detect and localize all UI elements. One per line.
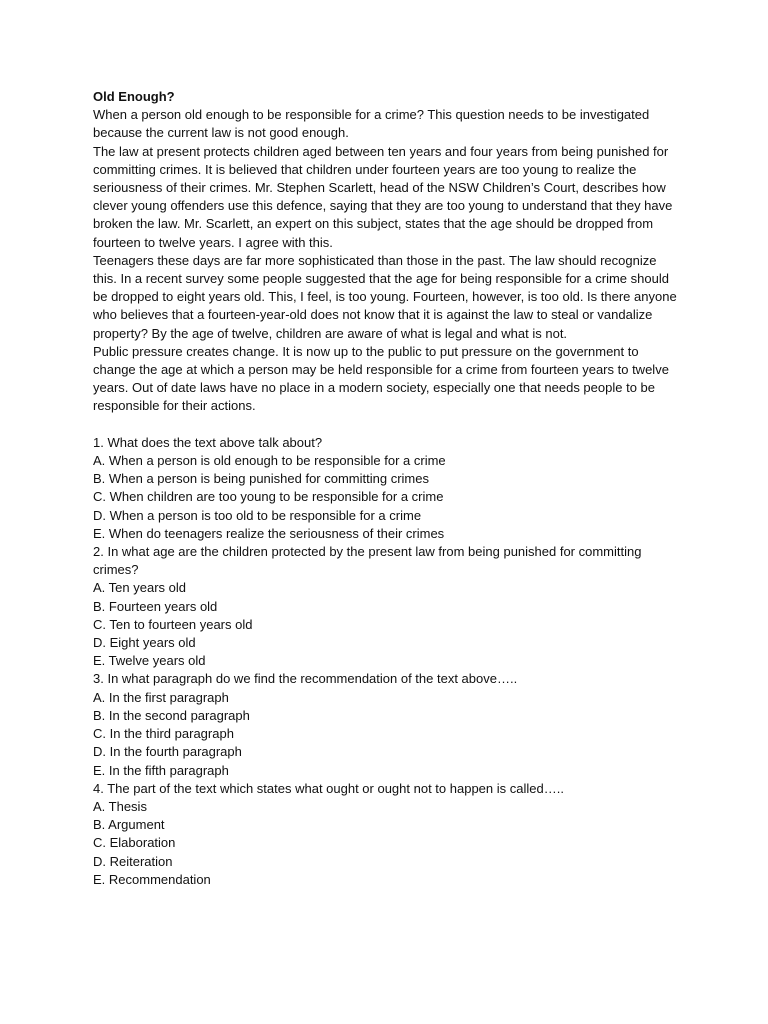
paragraph: When a person old enough to be responsible for a crime? This question needs to be investigated because the current law is not good enough.	[93, 107, 650, 141]
answer-option: D. Eight years old	[93, 635, 196, 651]
question-block	[93, 670, 681, 779]
section-spacer	[93, 416, 681, 434]
question-text: 3. In what paragraph do we find the recommendation of the text above…..	[93, 671, 518, 687]
answer-option: D. When a person is too old to be responsible for a crime	[93, 507, 422, 523]
paragraph: Public pressure creates change. It is now up to the public to put pressure on the government to change the age at which a person may be held responsible for a crime from fourteen years to twelve years. Out of date laws have no place in a modern society, especially one that needs people to be responsible for their actions.	[93, 343, 669, 414]
answer-option: B. Argument	[93, 817, 165, 833]
answer-option: B. When a person is being punished for committing crimes	[93, 471, 429, 487]
answer-option: E. In the fifth paragraph	[93, 762, 229, 778]
answer-option: A. Thesis	[93, 798, 147, 814]
document-page	[93, 88, 681, 889]
answer-option: C. In the third paragraph	[93, 726, 234, 742]
question-text: 4. The part of the text which states what ought or ought not to happen is called…..	[93, 780, 564, 796]
answer-option: C. Ten to fourteen years old	[93, 616, 253, 632]
question-text: 2. In what age are the children protected by the present law from being punished for committing crimes?	[93, 544, 642, 578]
answer-option: D. Reiteration	[93, 853, 173, 869]
answer-option: C. Elaboration	[93, 835, 176, 851]
paragraph: Teenagers these days are far more sophisticated than those in the past. The law should recognize this. In a recent survey some people suggested that the age for being responsible for a crime should be dropped to eight years old. This, I feel, is too young. Fourteen, however, is too old. Is there anyone who believes that a fourteen-year-old does not know that it is against the law to steal or vandalize property? By the age of twelve, children are aware of what is legal and what is not.	[93, 252, 677, 341]
answer-option: A. When a person is old enough to be responsible for a crime	[93, 453, 446, 469]
question-block	[93, 434, 681, 543]
answer-option: B. In the second paragraph	[93, 707, 250, 723]
paragraph: The law at present protects children aged between ten years and four years from being punished for committing crimes. It is believed that children under fourteen years are too young to realize the seriousness of their crimes. Mr. Stephen Scarlett, head of the NSW Children’s Court, describes how clever young offenders use this defence, saying that they are too young to understand that they have broken the law. Mr. Scarlett, an expert on this subject, states that the age should be dropped from fourteen to twelve years. I agree with this.	[93, 143, 673, 250]
question-block	[93, 780, 681, 889]
answer-option: E. Twelve years old	[93, 653, 206, 669]
answer-option: B. Fourteen years old	[93, 598, 218, 614]
answer-option: A. In the first paragraph	[93, 689, 229, 705]
answer-option: C. When children are too young to be responsible for a crime	[93, 489, 444, 505]
document-title: Old Enough?	[93, 89, 175, 104]
answer-option: A. Ten years old	[93, 580, 186, 596]
answer-option: E. Recommendation	[93, 871, 211, 887]
answer-option: D. In the fourth paragraph	[93, 744, 242, 760]
question-text: 1. What does the text above talk about?	[93, 434, 323, 450]
question-block	[93, 543, 681, 670]
answer-option: E. When do teenagers realize the seriousness of their crimes	[93, 525, 445, 541]
